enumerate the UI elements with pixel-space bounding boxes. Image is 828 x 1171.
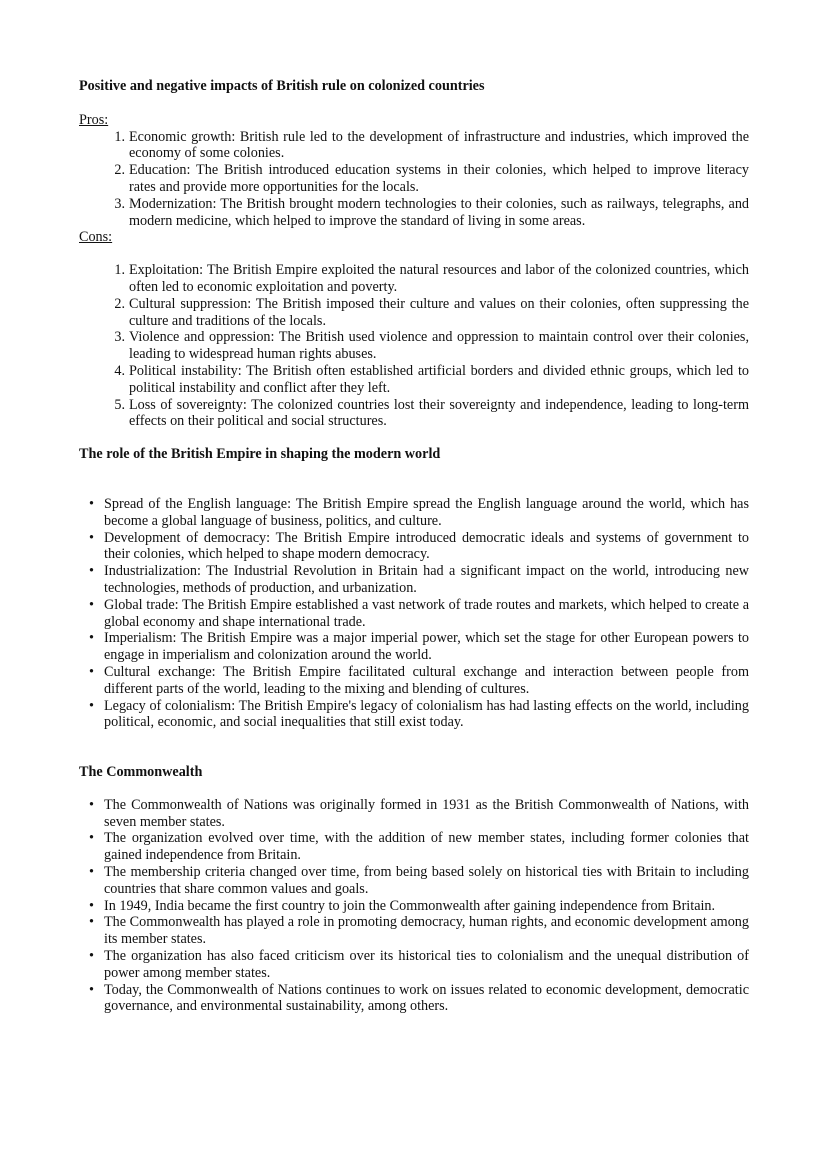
list-item: 3. Modernization: The British brought modern technologies to their colonies, such as railways, telegraphs, and modern medicine, which helped to improve the standard of living in some areas. xyxy=(114,195,749,229)
list-item: • The Commonwealth has played a role in promoting democracy, human rights, and economic development among its member states. xyxy=(79,914,749,948)
pros-label: Pros: xyxy=(79,111,109,128)
list-item: • Cultural exchange: The British Empire facilitated cultural exchange and interaction between people from different parts of the world, leading to the mixing and blending of cultures. xyxy=(79,664,749,698)
section-heading-commonwealth: The Commonwealth xyxy=(79,764,203,781)
list-item: • Today, the Commonwealth of Nations continues to work on issues related to economic development, democratic governance, and environmental sustainability, among others. xyxy=(79,982,749,1016)
list-item: 4. Political instability: The British often established artificial borders and divided ethnic groups, which led to political instability and conflict after they left. xyxy=(114,362,749,396)
list-item: 1. Exploitation: The British Empire exploited the natural resources and labor of the colonized countries, which often led to economic exploitation and poverty. xyxy=(114,262,749,295)
list-item: • The organization evolved over time, with the addition of new member states, including former colonies that gained independence from Britain. xyxy=(79,830,749,864)
list-item: • The organization has also faced criticism over its historical ties to colonialism and the unequal distribution of power among member states. xyxy=(79,948,749,982)
list-item: • Legacy of colonialism: The British Empire's legacy of colonialism has had lasting effects on the world, including political, economic, and social inequalities that still exist today. xyxy=(79,698,749,732)
section-heading-impacts: Positive and negative impacts of British rule on colonized countries xyxy=(79,78,485,94)
list-item: • The Commonwealth of Nations was originally formed in 1931 as the British Commonwealth of Nations, with seven member states. xyxy=(79,797,749,831)
list-item: • In 1949, India became the first country to join the Commonwealth after gaining independence from Britain. xyxy=(79,898,749,915)
list-item: 1. Economic growth: British rule led to the development of infrastructure and industries, which improved the economy of some colonies. xyxy=(114,128,749,162)
list-item: • The membership criteria changed over time, from being based solely on historical ties with Britain to including countries that share common values and goals. xyxy=(79,864,749,898)
cons-list xyxy=(79,262,749,430)
list-item: • Imperialism: The British Empire was a major imperial power, which set the stage for other European powers to engage in imperialism and colonization around the world. xyxy=(79,630,749,664)
list-item: • Spread of the English language: The British Empire spread the English language around the world, which has become a global language of business, politics, and culture. xyxy=(79,496,749,530)
commonwealth-list xyxy=(79,797,749,1015)
section-heading-modern-world: The role of the British Empire in shaping the modern world xyxy=(79,446,441,463)
list-item: 5. Loss of sovereignty: The colonized countries lost their sovereignty and independence, leading to long-term effects on their political and social structures. xyxy=(114,396,749,430)
document-body xyxy=(79,78,749,1015)
list-item: • Industrialization: The Industrial Revolution in Britain had a significant impact on the world, introducing new technologies, methods of production, and urbanization. xyxy=(79,563,749,597)
list-item: • Development of democracy: The British Empire introduced democratic ideals and systems of government to their colonies, which helped to shape modern democracy. xyxy=(79,530,749,564)
list-item: 2. Education: The British introduced education systems in their colonies, which helped to improve literacy rates and provide more opportunities for the locals. xyxy=(114,162,749,195)
modern-world-list xyxy=(79,496,749,731)
cons-label: Cons: xyxy=(79,229,113,246)
list-item: 3. Violence and oppression: The British used violence and oppression to maintain control over their colonies, leading to widespread human rights abuses. xyxy=(114,329,749,363)
pros-list xyxy=(79,129,749,230)
list-item: 2. Cultural suppression: The British imposed their culture and values on their colonies, often suppressing the culture and traditions of the locals. xyxy=(114,295,749,329)
list-item: • Global trade: The British Empire established a vast network of trade routes and markets, which helped to create a global economy and shape international trade. xyxy=(79,597,749,631)
